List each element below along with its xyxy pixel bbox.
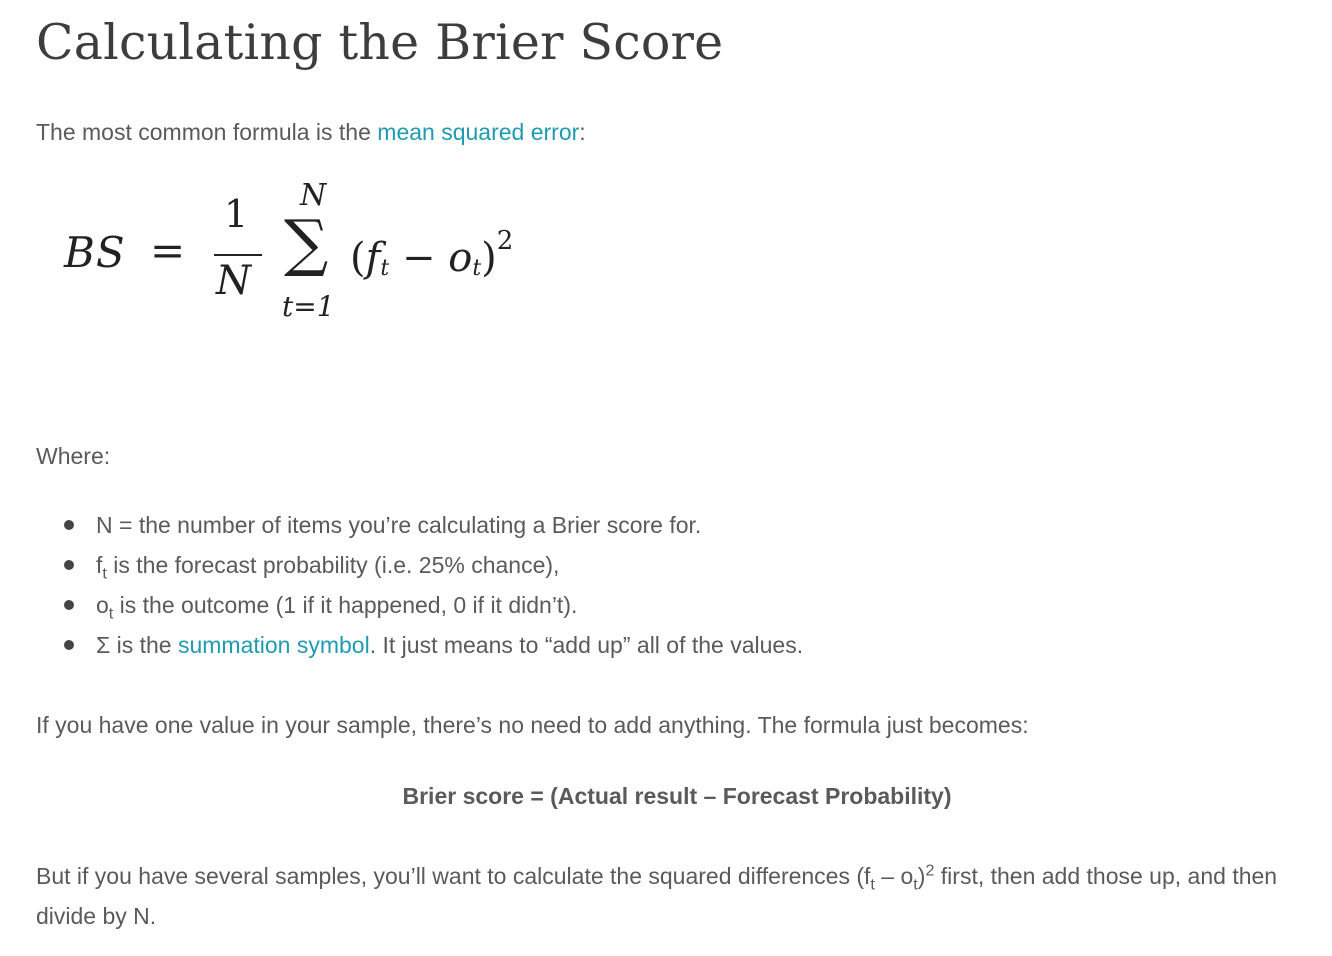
bullet-prefix: Σ is the <box>96 632 178 658</box>
list-item <box>62 625 803 665</box>
formula-sum-lower: t=1 <box>282 290 335 323</box>
formula-open-paren: ( <box>350 235 366 281</box>
brier-score-formula <box>64 178 584 338</box>
intro-suffix: : <box>579 119 586 145</box>
several-samples-paragraph <box>36 856 1296 936</box>
formula-power: 2 <box>496 226 514 256</box>
formula-o: o <box>448 235 473 281</box>
list-item <box>62 505 803 545</box>
intro-prefix: The most common formula is the <box>36 119 378 145</box>
several-sub-f: t <box>870 875 875 894</box>
bullet-text: is the forecast probability (i.e. 25% chance), <box>106 552 560 578</box>
formula-close-paren: ) <box>481 235 497 281</box>
summation-symbol-link[interactable]: summation symbol <box>177 632 370 658</box>
formula-sum-upper: N <box>300 178 327 213</box>
bullet-dot <box>64 520 74 530</box>
bullet-dot <box>64 560 74 570</box>
formula-minus: − <box>389 235 449 281</box>
formula-body <box>350 226 513 281</box>
list-item <box>62 585 803 625</box>
formula-f-sub: t <box>380 256 390 281</box>
bullet-var: o <box>96 592 109 618</box>
several-power: 2 <box>925 861 935 880</box>
single-value-paragraph: If you have one value in your sample, there’s no need to add anything. The formula just becomes: <box>36 712 1029 738</box>
bullet-dot <box>64 600 74 610</box>
variable-definitions-list <box>62 505 803 665</box>
several-mid: – o <box>874 863 914 889</box>
formula-lhs: BS <box>64 228 126 277</box>
formula-fraction-bar <box>214 254 262 256</box>
simple-brier-formula: Brier score = (Actual result – Forecast Probability) <box>402 783 952 809</box>
mean-squared-error-link[interactable]: mean squared error <box>377 119 580 145</box>
bullet-var-sub: t <box>108 604 114 623</box>
bullet-var-sub: t <box>102 564 107 583</box>
several-close: ) <box>917 863 926 889</box>
formula-denominator: N <box>216 258 251 304</box>
intro-paragraph <box>36 112 586 152</box>
where-label: Where: <box>36 443 111 469</box>
several-suffix: first, then add those up, and then divide by N. <box>36 863 1278 929</box>
formula-numerator: 1 <box>224 192 249 236</box>
bullet-suffix: . It just means to “add up” all of the values. <box>369 632 804 658</box>
formula-sigma: ∑ <box>284 206 329 279</box>
formula-equals: = <box>150 226 186 275</box>
bullet-dot <box>64 640 74 650</box>
bullet-var: f <box>96 552 103 578</box>
several-prefix: But if you have several samples, you’ll want to calculate the squared differences (f <box>36 863 871 889</box>
page-title: Calculating the Brier Score <box>36 14 724 71</box>
formula-f: f <box>365 235 381 281</box>
formula-o-sub: t <box>472 256 482 281</box>
several-sub-o: t <box>913 875 918 894</box>
bullet-text: is the outcome (1 if it happened, 0 if it didn’t). <box>113 592 578 618</box>
bullet-text: N = the number of items you’re calculating a Brier score for. <box>96 512 702 538</box>
list-item <box>62 545 803 585</box>
